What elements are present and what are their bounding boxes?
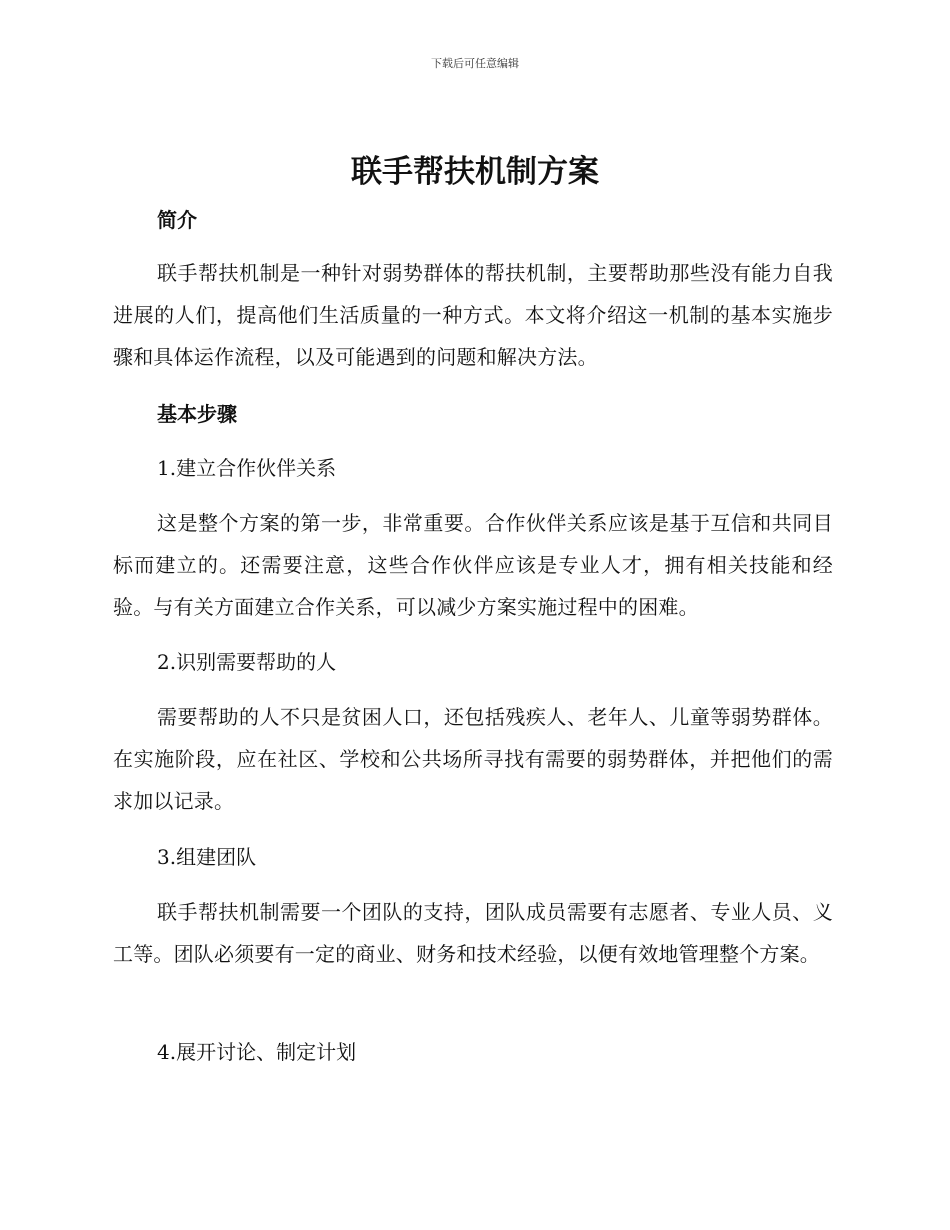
step-1-title: 1.建立合作伙伴关系 [157, 456, 337, 480]
step-3-title: 3.组建团队 [157, 845, 257, 869]
section-heading-basic-steps: 基本步骤 [157, 402, 237, 426]
header-note: 下载后可任意编辑 [431, 57, 519, 70]
step-4-title: 4.展开讨论、制定计划 [157, 1040, 357, 1064]
step-2-title: 2.识别需要帮助的人 [157, 650, 337, 674]
document-title: 联手帮扶机制方案 [351, 154, 599, 190]
step-1-paragraph: 这是整个方案的第一步，非常重要。合作伙伴关系应该是基于互信和共同目标而建立的。还需要注意，这些合作伙伴应该是专业人才，拥有相关技能和经验。与有关方面建立合作关系，可以减少方案实施过程中的困难。 [113, 511, 833, 619]
section-heading-intro: 简介 [157, 208, 197, 232]
step-2-paragraph: 需要帮助的人不只是贫困人口，还包括残疾人、老年人、儿童等弱势群体。在实施阶段，应在社区、学校和公共场所寻找有需要的弱势群体，并把他们的需求加以记录。 [113, 705, 833, 813]
step-3-paragraph: 联手帮扶机制需要一个团队的支持，团队成员需要有志愿者、专业人员、义工等。团队必须要有一定的商业、财务和技术经验，以便有效地管理整个方案。 [113, 900, 833, 966]
intro-paragraph: 联手帮扶机制是一种针对弱势群体的帮扶机制，主要帮助那些没有能力自我进展的人们，提高他们生活质量的一种方式。本文将介绍这一机制的基本实施步骤和具体运作流程，以及可能遇到的问题和解决方法。 [113, 261, 833, 369]
